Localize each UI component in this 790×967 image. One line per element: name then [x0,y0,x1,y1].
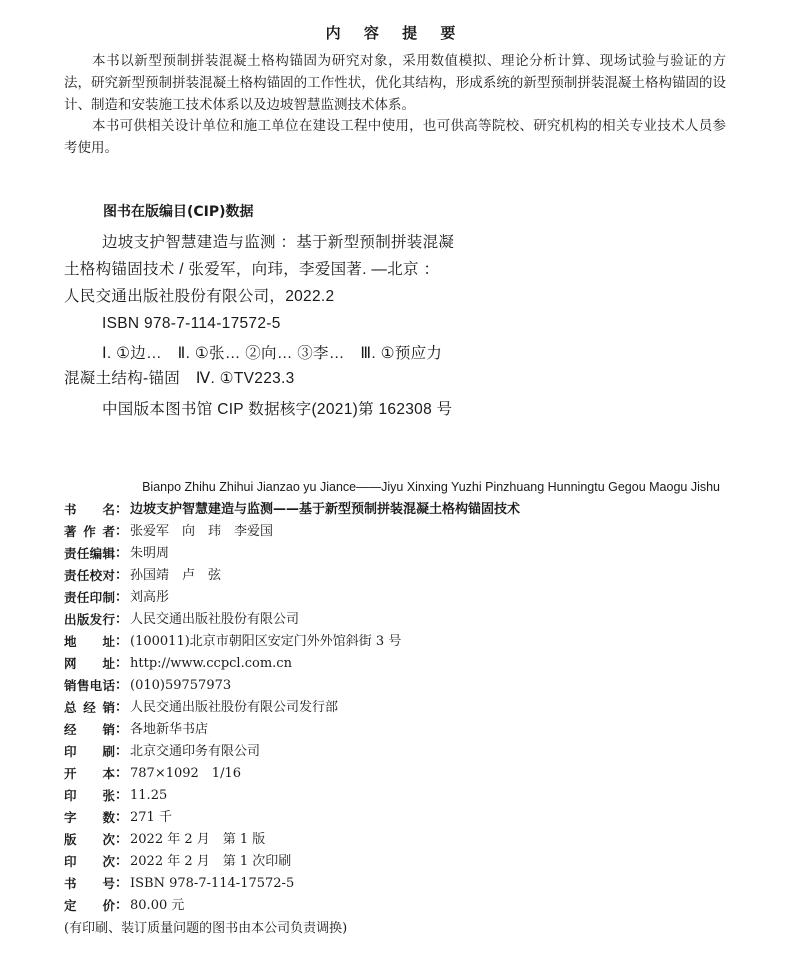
colophon-label: 印 张 [64,788,115,803]
colophon-row: 总 经 销 ： 人民交通出版社股份有限公司发行部 [64,697,744,719]
colophon-row: 著 作 者 ： 张爱军 向 玮 李爱国 [64,521,744,543]
colophon-value: 11.25 [130,788,168,803]
colophon-row: 出版发行 ： 人民交通出版社股份有限公司 [64,609,744,631]
colophon-row: 销售电话 ： (010)59757973 [64,675,744,697]
colophon-value: 张爱军 向 玮 李爱国 [130,524,274,539]
colophon-label: 版 次 [64,832,115,847]
colophon-label: 网 址 [64,656,115,671]
colophon-value: 孙国靖 卢 弦 [130,568,222,583]
summary-paragraph: 本书以新型预制拼装混凝土格构锚固为研究对象，采用数值模拟、理论分析计算、现场试验与验证的方法，研究新型预制拼装混凝土格构锚固的工作性状，优化其结构，形成系统的新型预制拼装混凝土格构锚固的设计、制造和安装施工技术体系以及边坡智慧监测技术体系。 [64,53,726,113]
colophon-row: 经 销 ： 各地新华书店 [64,719,744,741]
cip-line: 人民交通出版社股份有限公司，2022.2 [64,288,335,305]
colophon-value: (010)59757973 [130,678,232,693]
colophon-value: ISBN 978-7-114-17572-5 [130,876,295,891]
colophon-label: 地 址 [64,634,115,649]
colophon-value: 人民交通出版社股份有限公司 [130,612,300,627]
colophon-value: (100011)北京市朝阳区安定门外外馆斜街 3 号 [130,634,402,649]
colophon-value: 边坡支护智慧建造与监测——基于新型预制拼装混凝土格构锚固技术 [130,502,521,517]
cip-line: ISBN 978-7-114-17572-5 [102,315,281,332]
colophon-value: 271 千 [130,810,172,825]
colophon-value: 人民交通出版社股份有限公司发行部 [130,700,339,715]
colophon-row: 责任校对 ： 孙国靖 卢 弦 [64,565,744,587]
colophon-value: 刘高彤 [130,590,170,605]
colophon-label: 印 刷 [64,744,115,759]
colophon-label: 经 销 [64,722,115,737]
colophon-value: 2022 年 2 月 第 1 次印刷 [130,854,292,869]
colophon-row: 书 名 ： 边坡支护智慧建造与监测——基于新型预制拼装混凝土格构锚固技术 [64,499,744,521]
colophon-value: 各地新华书店 [130,722,209,737]
colophon-row: 书 号 ： ISBN 978-7-114-17572-5 [64,873,744,895]
pinyin-title: Bianpo Zhihu Zhihui Jianzao yu Jiance——Jiyu Xinxing Yuzhi Pinzhuang Hunningtu Gegou Maogu Jishu [142,480,720,494]
colophon-label: 定 价 [64,898,115,913]
colophon-row: 印 刷 ： 北京交通印务有限公司 [64,741,744,763]
summary-heading: 内 容 提 要 [325,24,465,42]
colophon-row: 开 本 ： 787×1092 1/16 [64,763,744,785]
colophon-row: 地 址 ： (100011)北京市朝阳区安定门外外馆斜街 3 号 [64,631,744,653]
cip-heading: 图书在版编目(CIP)数据 [103,204,254,220]
colophon-row: 责任编辑 ： 朱明周 [64,543,744,565]
cip-line: Ⅰ. ①边… Ⅱ. ①张… ②向… ③李… Ⅲ. ①预应力 [102,345,443,362]
summary-paragraph: 本书可供相关设计单位和施工单位在建设工程中使用，也可供高等院校、研究机构的相关专业技术人员参考使用。 [64,118,726,156]
colophon-label: 总 经 销 [64,700,115,715]
colophon-row: 责任印制 ： 刘高彤 [64,587,744,609]
colophon-label: 印 次 [64,854,115,869]
colophon-list [64,499,744,917]
colophon-row: 印 张 ： 11.25 [64,785,744,807]
colophon-row: 版 次 ： 2022 年 2 月 第 1 版 [64,829,744,851]
colophon-value: http://www.ccpcl.com.cn [130,656,292,671]
colophon-value: 2022 年 2 月 第 1 版 [130,832,266,847]
colophon-row: 字 数 ： 271 千 [64,807,744,829]
colophon-row: 印 次 ： 2022 年 2 月 第 1 次印刷 [64,851,744,873]
colophon-label: 责任校对 [64,568,115,583]
colophon-label: 书 名 [64,502,115,517]
cip-line: 边坡支护智慧建造与监测 ：基于新型预制拼装混凝 [102,234,455,251]
colophon-label: 销售电话 [64,678,115,693]
colophon-value: 787×1092 1/16 [130,766,241,781]
colophon-label: 字 数 [64,810,115,825]
colophon-value: 朱明周 [130,546,170,561]
colophon-label: 书 号 [64,876,115,891]
colophon-label: 责任印制 [64,590,115,605]
colophon-row: 定 价 ： 80.00 元 [64,895,744,917]
cip-line: 混凝土结构-锚固 Ⅳ. ①TV223.3 [64,370,295,387]
colophon-label: 著 作 者 [64,524,115,539]
cip-line: 中国版本图书馆 CIP 数据核字(2021)第 162308 号 [102,401,453,418]
colophon-label: 责任编辑 [64,546,115,561]
cip-line: 土格构锚固技术 / 张爱军，向玮，李爱国著. —北京 ： [64,261,440,278]
colophon-label: 开 本 [64,766,115,781]
quality-notice: (有印刷、装订质量问题的图书由本公司负责调换) [64,921,348,936]
colophon-value: 80.00 元 [130,898,185,913]
colophon-row: 网 址 ： http://www.ccpcl.com.cn [64,653,744,675]
colophon-value: 北京交通印务有限公司 [130,744,261,759]
colophon-label: 出版发行 [64,612,115,627]
